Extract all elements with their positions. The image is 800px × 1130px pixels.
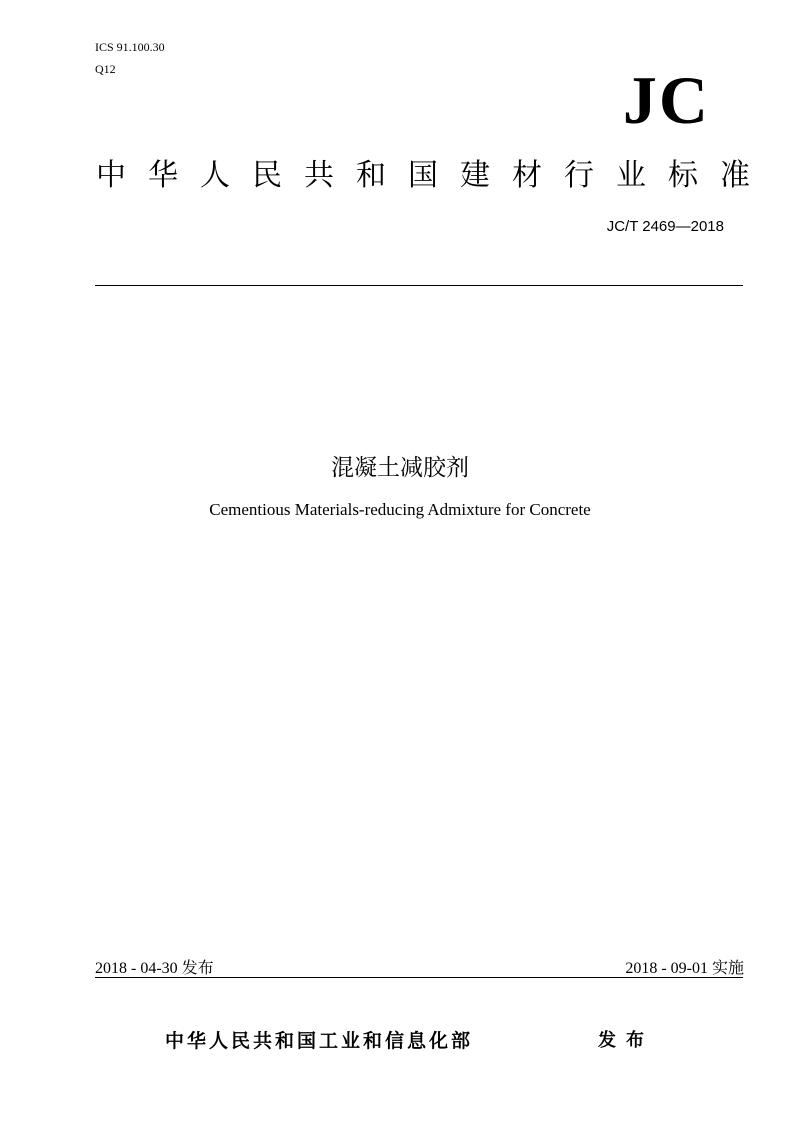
title-char: 国 bbox=[408, 158, 438, 193]
publisher-name: 中华人民共和国工业和信息化部 bbox=[165, 1030, 474, 1052]
title-char: 业 bbox=[616, 158, 646, 193]
title-char: 民 bbox=[252, 158, 282, 193]
title-char: 标 bbox=[668, 158, 698, 193]
issue-date: 2018 - 04-30 发布 bbox=[95, 960, 214, 977]
ics-code: ICS 91.100.30 bbox=[95, 40, 165, 54]
standard-category-title bbox=[96, 155, 750, 197]
title-char: 共 bbox=[304, 158, 334, 193]
title-char: 和 bbox=[356, 158, 386, 193]
title-char: 行 bbox=[564, 158, 594, 193]
document-title-english: Cementious Materials-reducing Admixture for Concrete bbox=[209, 500, 591, 519]
top-divider bbox=[95, 285, 743, 286]
title-char: 准 bbox=[720, 158, 750, 193]
publish-label: 发布 bbox=[598, 1030, 654, 1051]
title-char: 中 bbox=[96, 158, 126, 193]
ccs-code: Q12 bbox=[95, 62, 116, 76]
title-char: 人 bbox=[200, 158, 230, 193]
jc-logo: JC bbox=[622, 62, 710, 138]
bottom-divider bbox=[95, 977, 743, 978]
implementation-date: 2018 - 09-01 实施 bbox=[625, 960, 744, 977]
title-char: 材 bbox=[512, 158, 542, 193]
title-char: 建 bbox=[460, 158, 490, 193]
document-title-chinese: 混凝土减胶剂 bbox=[331, 455, 469, 481]
standard-number: JC/T 2469—2018 bbox=[606, 218, 724, 235]
title-char: 华 bbox=[148, 158, 178, 193]
